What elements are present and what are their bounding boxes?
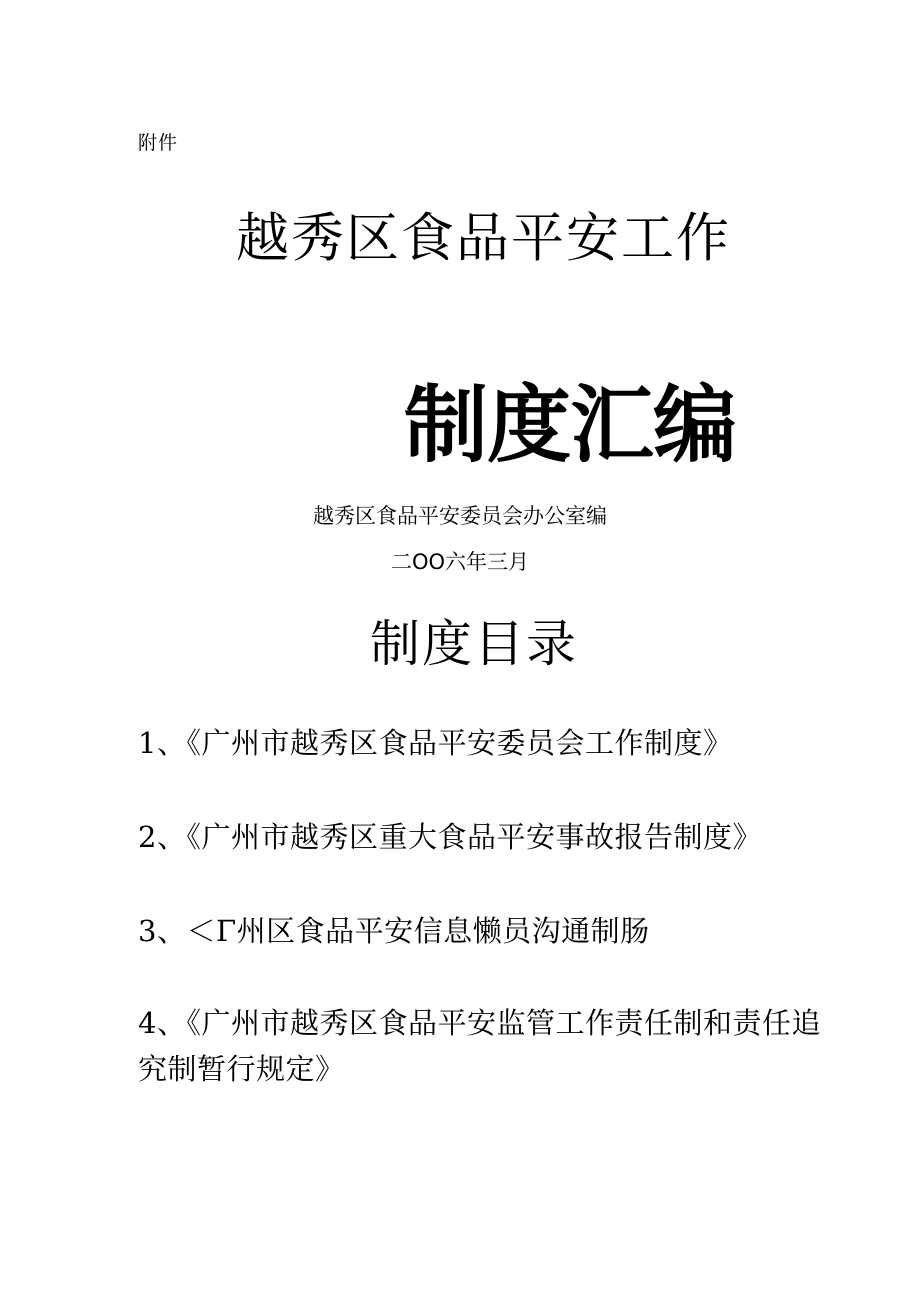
publication-date: 二OO六年三月	[390, 550, 530, 574]
toc-item: 1、《广州市越秀区食品平安委员会工作制度》	[138, 726, 733, 760]
document-subtitle: 制度汇编	[404, 376, 737, 474]
editor-line: 越秀区食品平安委员会办公室编	[313, 504, 607, 528]
toc-heading: 制度目录	[370, 615, 578, 673]
toc-item: 4、《广州市越秀区食品平安监管工作责任制和责任追究制暂行规定》	[138, 1006, 821, 1086]
attachment-label: 附件	[138, 132, 179, 154]
document-title: 越秀区食品平安工作	[236, 208, 731, 269]
toc-item: 3、＜Γ州区食品平安信息懒员沟通制肠	[138, 914, 650, 948]
toc-item: 2、《广州市越秀区重大食品平安事故报告制度》	[138, 820, 762, 854]
toc-list	[138, 720, 848, 1140]
